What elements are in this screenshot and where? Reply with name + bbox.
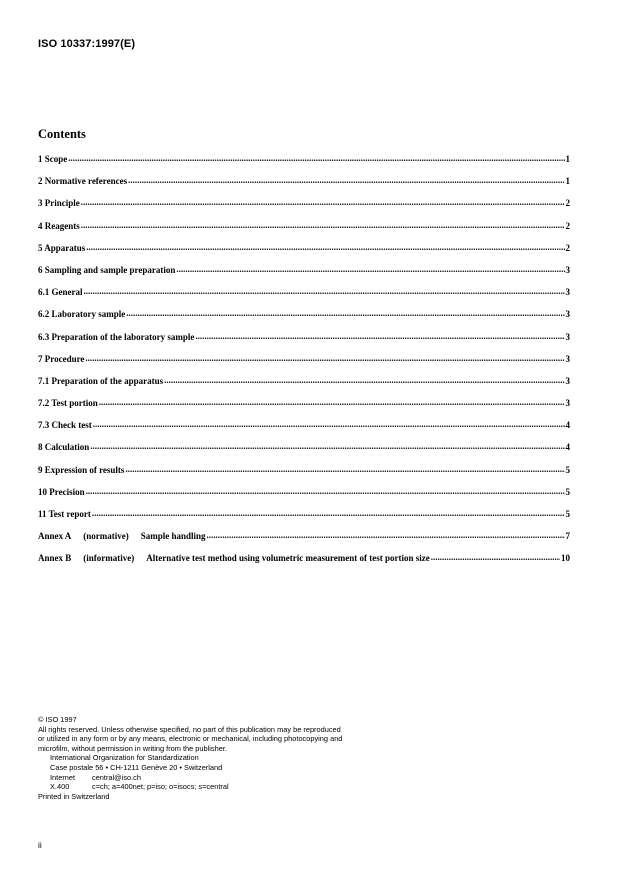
toc-entry-title: 6 Sampling and sample preparation (38, 264, 176, 275)
toc-leader-dots (93, 419, 565, 429)
x400-label: X.400 (50, 782, 70, 792)
annex-b-label: Annex B (38, 553, 72, 564)
toc-entry[interactable] (38, 243, 570, 265)
contents-title: Contents (38, 127, 86, 141)
copyright-block (38, 715, 342, 801)
toc-entry[interactable] (38, 332, 570, 354)
copyright-symbol-line: © ISO 1997 (38, 715, 77, 724)
toc-entry[interactable] (38, 198, 570, 220)
toc-leader-dots (81, 197, 565, 207)
x400-address: c=ch; a=400net; p=iso; o=isocs; s=central (92, 782, 229, 792)
toc-page-number: 5 (565, 509, 570, 519)
toc-page-number: 4 (565, 442, 570, 453)
toc-entry-title: 5 Apparatus (38, 242, 86, 253)
toc-page-number: 4 (565, 420, 570, 431)
toc-leader-dots (195, 331, 564, 341)
toc-entry-title: 4 Reagents (38, 220, 80, 231)
toc-leader-dots (81, 220, 565, 230)
postal-address: Case postale 56 • CH-1211 Genève 20 • Switzerland (50, 762, 223, 772)
toc-leader-dots (84, 286, 565, 296)
annex-b-status: (informative) (83, 553, 135, 564)
toc-entry[interactable] (38, 287, 570, 309)
toc-entry-title: 1 Scope (38, 154, 68, 164)
toc-leader-dots (125, 464, 564, 474)
organization-name: International Organization for Standardization (50, 753, 199, 763)
document-id-header: ISO 10337:1997(E) (38, 38, 136, 50)
toc-page-number: 3 (565, 331, 570, 342)
toc-page-number: 3 (565, 398, 570, 409)
toc-leader-dots (99, 397, 565, 407)
toc-leader-dots (207, 530, 565, 540)
toc-leader-dots (164, 375, 564, 385)
toc-page-number: 5 (565, 464, 570, 475)
toc-entry-title: 8 Calculation (38, 442, 90, 453)
toc-leader-dots (92, 508, 565, 518)
annex-a-title: Sample handling (140, 531, 206, 542)
toc-leader-dots (176, 264, 564, 274)
toc-page-number: 2 (565, 220, 570, 231)
internet-email-link[interactable]: central@iso.ch (92, 772, 141, 782)
toc-entry[interactable] (38, 376, 570, 398)
toc-page-number: 3 (565, 375, 570, 386)
toc-leader-dots (126, 308, 564, 318)
toc-entry-title: 10 Precision (38, 486, 85, 497)
toc-entry[interactable] (38, 487, 570, 509)
toc-page-number: 10 (561, 553, 570, 564)
table-of-contents (38, 154, 570, 576)
publisher-address (38, 753, 342, 791)
toc-entry-title: 6.1 General (38, 287, 83, 298)
toc-entry[interactable] (38, 309, 570, 331)
annex-a-label: Annex A (38, 531, 72, 542)
toc-leader-dots (90, 441, 564, 451)
toc-entry-title: 3 Principle (38, 198, 80, 209)
rights-text-line-2: or utilized in any form or by any means, electronic or mechanical, including photocopying and (38, 734, 343, 744)
rights-text-line-1: All rights reserved. Unless otherwise specified, no part of this publication may be reproduced (38, 724, 341, 734)
toc-page-number: 3 (565, 309, 570, 320)
toc-entry-title: 7.1 Preparation of the apparatus (38, 375, 164, 386)
page-number: ii (38, 840, 42, 850)
toc-entry-title: 7.2 Test portion (38, 398, 98, 409)
toc-entry-title: 9 Expression of results (38, 464, 125, 475)
toc-entry[interactable] (38, 176, 570, 198)
annex-a-status: (normative) (83, 531, 129, 542)
toc-leader-dots (86, 242, 564, 252)
toc-entry[interactable] (38, 265, 570, 287)
rights-text-line-3: microfilm, without permission in writing from the publisher. (38, 743, 227, 753)
toc-entry[interactable] (38, 420, 570, 442)
toc-entry[interactable] (38, 154, 570, 176)
toc-leader-dots (431, 552, 560, 562)
toc-entry[interactable] (38, 465, 570, 487)
toc-leader-dots (86, 486, 565, 496)
x400-contact (50, 782, 342, 792)
toc-entry-annex-a[interactable] (38, 531, 570, 553)
annex-b-heading (38, 553, 430, 563)
toc-entry-title: 6.2 Laboratory sample (38, 309, 126, 320)
toc-entry[interactable] (38, 354, 570, 376)
internet-contact (50, 773, 342, 783)
toc-entry[interactable] (38, 398, 570, 420)
toc-page-number: 1 (565, 154, 570, 164)
toc-page-number: 1 (565, 176, 570, 187)
printed-in: Printed in Switzerland (38, 791, 110, 801)
toc-page-number: 5 (565, 486, 570, 497)
toc-page-number: 2 (565, 198, 570, 209)
toc-entry-title: 7.3 Check test (38, 420, 92, 431)
toc-entry-annex-b[interactable] (38, 553, 570, 575)
toc-entry[interactable] (38, 221, 570, 243)
toc-entry-title: 7 Procedure (38, 353, 85, 364)
toc-leader-dots (85, 353, 564, 363)
toc-page-number: 3 (565, 264, 570, 275)
toc-entry-title: 6.3 Preparation of the laboratory sample (38, 331, 195, 342)
toc-entry[interactable] (38, 509, 570, 531)
internet-label: Internet (50, 772, 76, 782)
toc-page-number: 2 (565, 242, 570, 253)
toc-leader-dots (128, 175, 564, 185)
toc-page-number: 3 (565, 287, 570, 298)
toc-leader-dots (68, 153, 564, 163)
annex-a-heading (38, 531, 206, 541)
toc-page-number: 3 (565, 353, 570, 364)
toc-page-number: 7 (565, 531, 570, 542)
toc-entry-title: 2 Normative references (38, 176, 128, 187)
annex-b-title: Alternative test method using volumetric measurement of test portion size (146, 553, 430, 564)
toc-entry-title: 11 Test report (38, 509, 91, 519)
toc-entry[interactable] (38, 442, 570, 464)
